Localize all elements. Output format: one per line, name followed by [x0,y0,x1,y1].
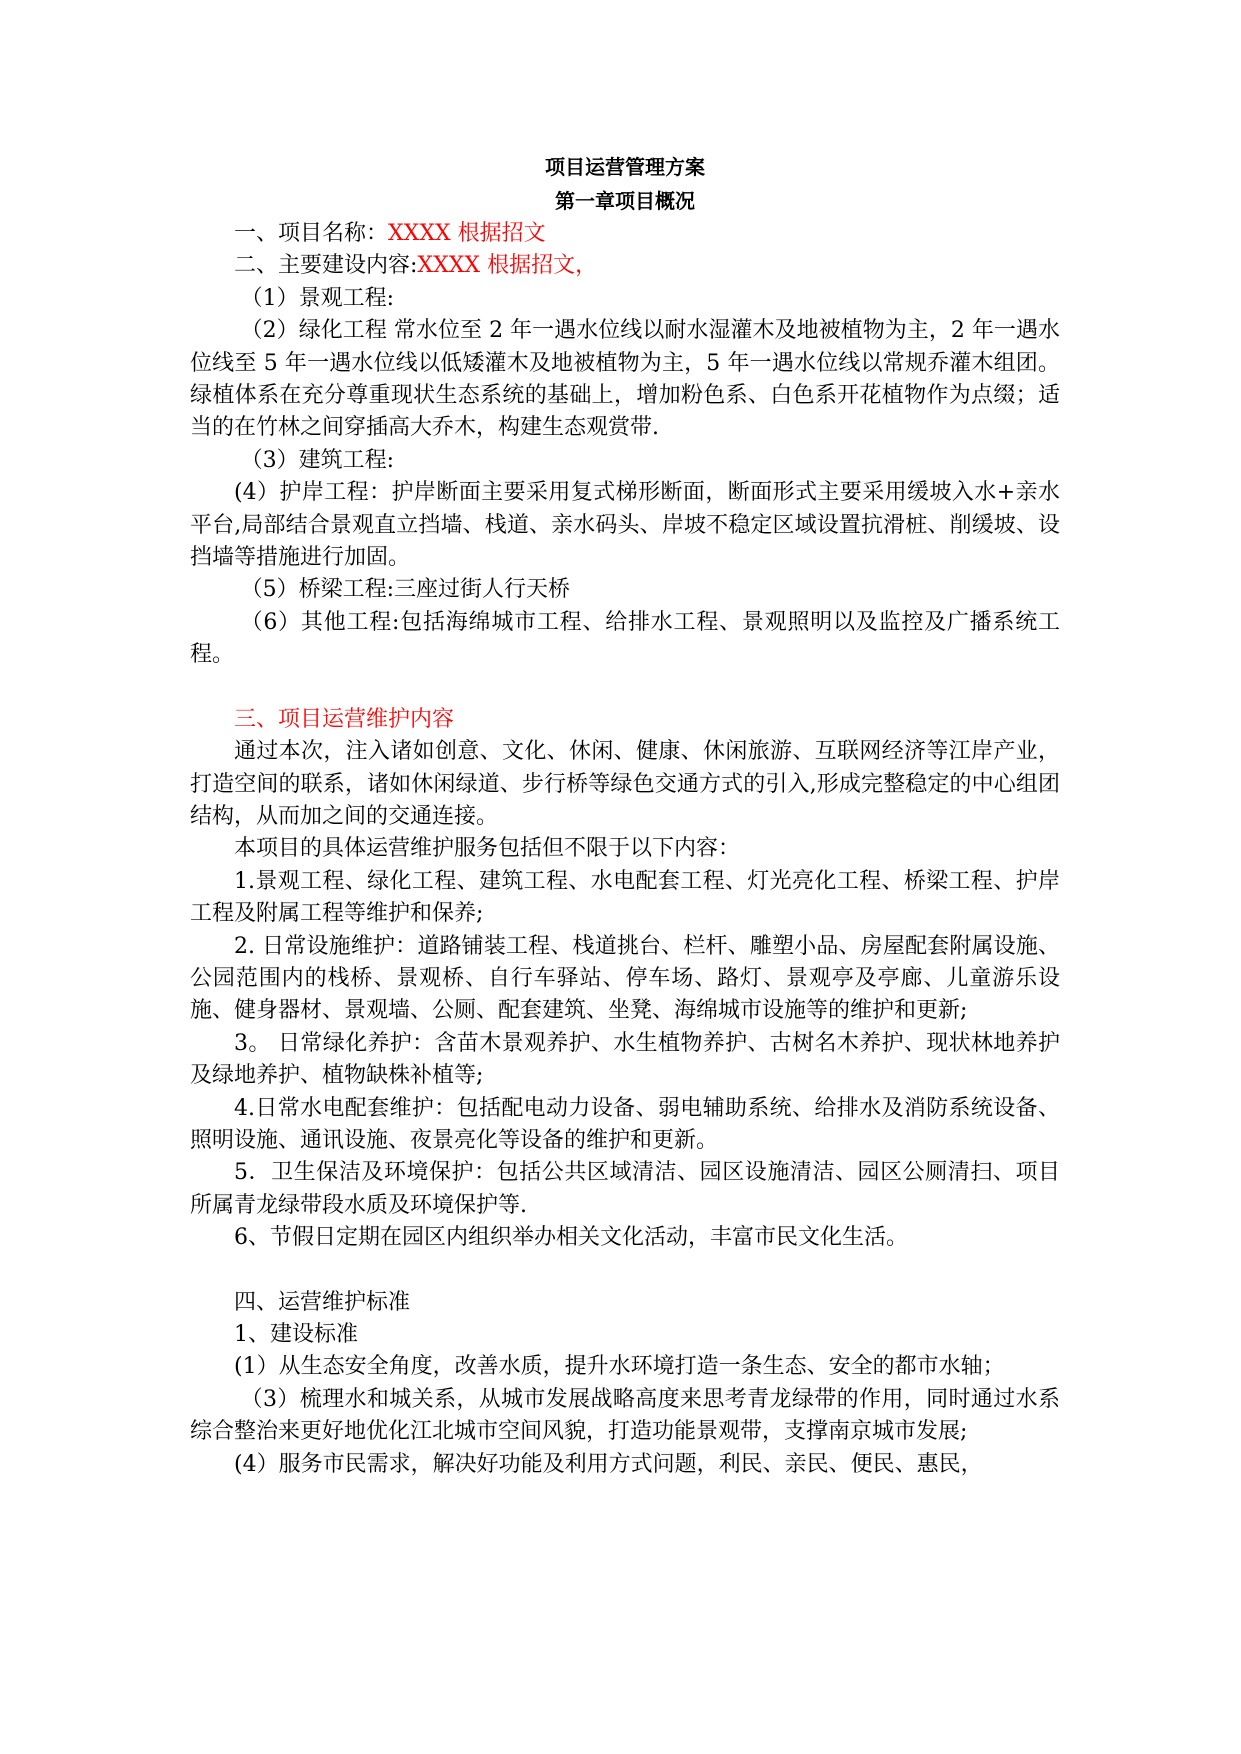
project-name-label: 一、项目名称： [234,221,389,246]
document-title: 项目运营管理方案 [545,155,705,179]
section4-item-4: (4）服务市民需求，解决好功能及利用方式问题，利民、亲民、便民、惠民， [234,1451,983,1477]
main-content-label: 二、主要建设内容: [234,253,418,279]
section4-item-1: (1）从生态安全角度，改善水质，提升水环境打造一条生态、安全的都市水轴； [234,1354,1005,1380]
section3-paragraph-1: 通过本次，注入诸如创意、文化、休闲、健康、休闲旅游、互联网经济等江岸产业，打造空间的联系，诸如休闲绿道、步行桥等绿色交通方式的引入,形成完整稳定的中心组团结构，从而加之间的交通连接。 [190,739,1060,829]
item-greening: （2）绿化工程 常水位至 2 年一遇水位线以耐水湿灌木及地被植物为主，2 年一遇水位线至 5 年一遇水位线以低矮灌木及地被植物为主，5 年一遇水位线以常规乔灌木组团。绿植体系在充分尊重现状生态系统的基础上，增加粉色系、白色系开花植物作为点缀；适当的在竹林之间穿插高大乔木，构建生态观赏带. [190,318,1060,441]
section4-item-3: （3）梳理水和城关系，从城市发展战略高度来思考青龙绿带的作用，同时通过水系综合整治来更好地优化江北城市空间风貌，打造功能景观带，支撑南京城市发展; [190,1386,1060,1445]
main-content-value: XXXX 根据招文， [417,253,598,279]
main-content-line [190,250,1060,282]
section3-item-4: 4.日常水电配套维护：包括配电动力设备、弱电辅助系统、给排水及消防系统设备、照明设施、通讯设施、夜景亮化等设备的维护和更新。 [190,1095,1060,1153]
project-name-line [190,218,1060,250]
item-revetment: (4）护岸工程：护岸断面主要采用复式梯形断面，断面形式主要采用缓坡入水+亲水平台,局部结合景观直立挡墙、栈道、亲水码头、岸坡不稳定区域设置抗滑桩、削缓坡、设挡墙等措施进行加固。 [190,480,1060,571]
item-landscape: （1）景观工程: [240,285,395,311]
project-name-value: XXXX 根据招文 [388,221,546,246]
section4-heading: 四、运营维护标准 [234,1289,411,1315]
section3-item-3: 3。 日常绿化养护：含苗木景观养护、水生植物养护、古树名木养护、现状林地养护及绿地养护、植物缺株补植等; [190,1030,1060,1089]
chapter-heading: 第一章项目概况 [555,189,695,213]
section3-item-6: 6、节假日定期在园区内组织举办相关文化活动，丰富市民文化生活。 [234,1225,908,1251]
section3-item-5: 5．卫生保洁及环境保护：包括公共区域清洁、园区设施清洁、园区公厕清扫、项目所属青龙绿带段水质及环境保护等. [190,1160,1060,1218]
spacer [190,1255,1060,1287]
item-other: （6）其他工程:包括海绵城市工程、给排水工程、景观照明以及监控及广播系统工程。 [190,609,1060,668]
item-architecture: （3）建筑工程: [240,447,395,473]
section3-heading: 三、项目运营维护内容 [234,706,455,732]
item-bridge: （5）桥梁工程:三座过街人行天桥 [240,577,571,603]
section3-item-2: 2. 日常设施维护：道路铺装工程、栈道挑台、栏杆、雕塑小品、房屋配套附属设施、公园范围内的栈桥、景观桥、自行车驿站、停车场、路灯、景观亭及亭廊、儿童游乐设施、健身器材、景观墙、公厕、配套建筑、坐凳、海绵城市设施等的维护和更新; [190,933,1060,1024]
section3-paragraph-2: 本项目的具体运营维护服务包括但不限于以下内容： [234,836,741,862]
section4-subheading: 1、建设标准 [234,1322,358,1347]
section3-item-1: 1.景观工程、绿化工程、建筑工程、水电配套工程、灯光亮化工程、桥梁工程、护岸工程及附属工程等维护和保养; [190,868,1060,927]
document-body [190,150,1060,1481]
spacer [190,672,1060,704]
